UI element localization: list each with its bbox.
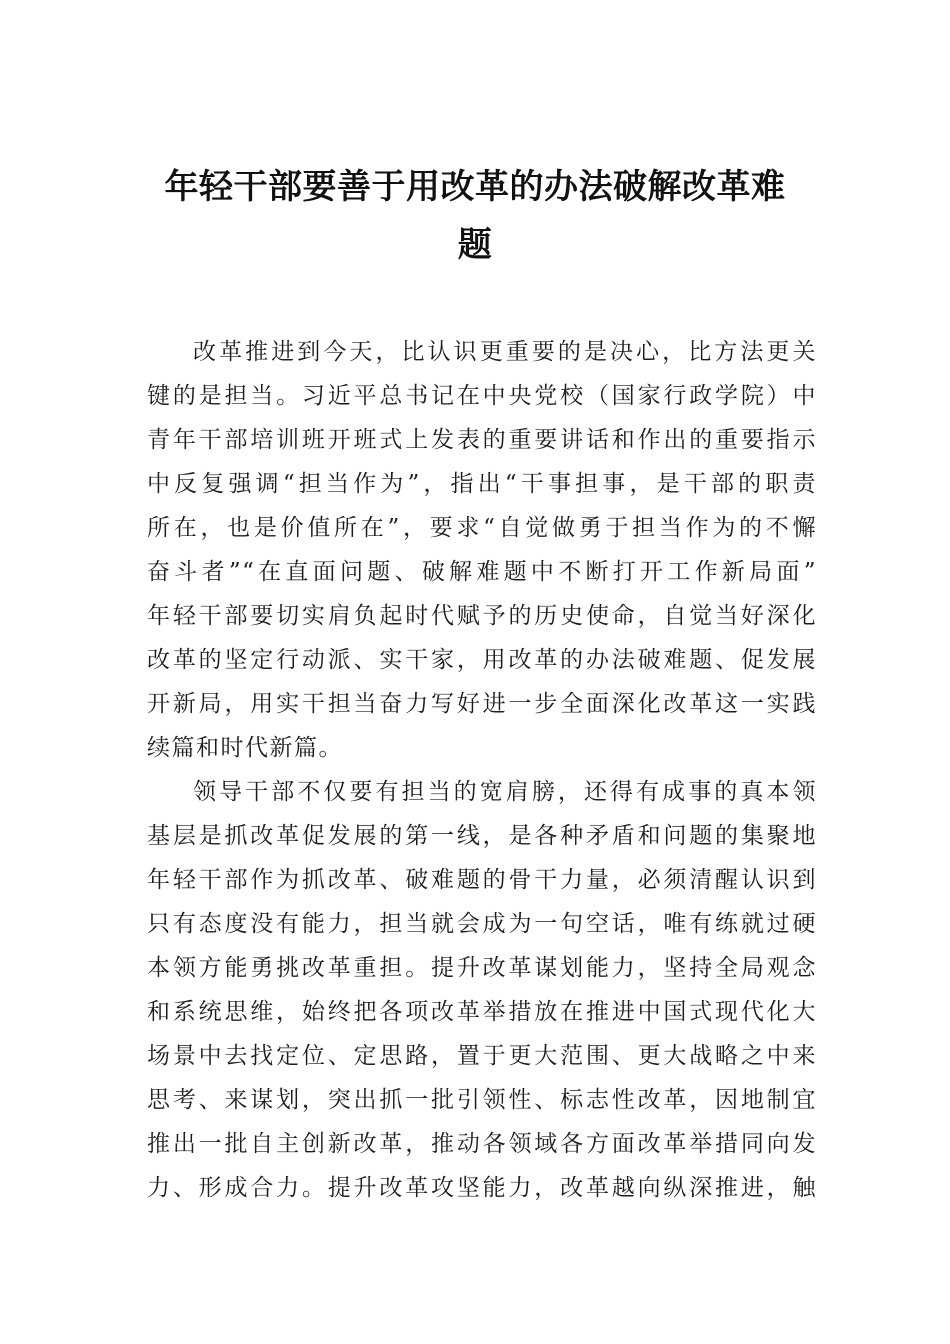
text-line: 本领方能勇挑改革重担。提升改革谋划能力，坚持全局观念 [147,955,817,981]
title-line-1: 年轻干部要善于用改革的办法破解改革难 [164,167,786,207]
text-line: 奋斗者”“在直面问题、破解难题中不断打开工作新局面” [147,559,817,585]
text-line: 年轻干部作为抓改革、破难题的骨干力量，必须清醒认识到 [147,867,817,893]
text-line: 力、形成合力。提升改革攻坚能力，改革越向纵深推进，触 [147,1175,817,1201]
text-line: 和系统思维，始终把各项改革举措放在推进中国式现代化大 [147,999,817,1025]
text-line: 中反复强调“担当作为”，指出“干事担事，是干部的职责 [147,471,817,497]
text-line: 只有态度没有能力，担当就会成为一句空话，唯有练就过硬 [147,911,817,937]
article-body [147,330,817,1210]
text-line: 改革的坚定行动派、实干家，用改革的办法破难题、促发展 [147,647,817,673]
page-title [140,158,810,274]
text-line: 领导干部不仅要有担当的宽肩膀，还得有成事的真本领 [193,779,817,805]
text-line: 续篇和时代新篇。 [147,735,343,761]
text-line: 所在，也是价值所在”，要求“自觉做勇于担当作为的不懈 [147,515,817,541]
paragraph-2 [147,770,817,1210]
text-line: 年轻干部要切实肩负起时代赋予的历史使命，自觉当好深化 [147,603,817,629]
text-line: 开新局，用实干担当奋力写好进一步全面深化改革这一实践 [147,691,817,717]
text-line: 键的是担当。习近平总书记在中央党校（国家行政学院）中 [147,383,817,409]
text-line: 场景中去找定位、定思路，置于更大范围、更大战略之中来 [147,1043,817,1069]
text-line: 改革推进到今天，比认识更重要的是决心，比方法更关 [193,339,817,365]
text-line: 推出一批自主创新改革，推动各领域各方面改革举措同向发 [147,1131,817,1157]
text-line: 青年干部培训班开班式上发表的重要讲话和作出的重要指示 [147,427,817,453]
text-line: 基层是抓改革促发展的第一线，是各种矛盾和问题的集聚地 [147,823,817,849]
text-line: 思考、来谋划，突出抓一批引领性、标志性改革，因地制宜 [147,1087,817,1113]
paragraph-1 [147,330,817,770]
title-line-2: 题 [457,225,493,265]
